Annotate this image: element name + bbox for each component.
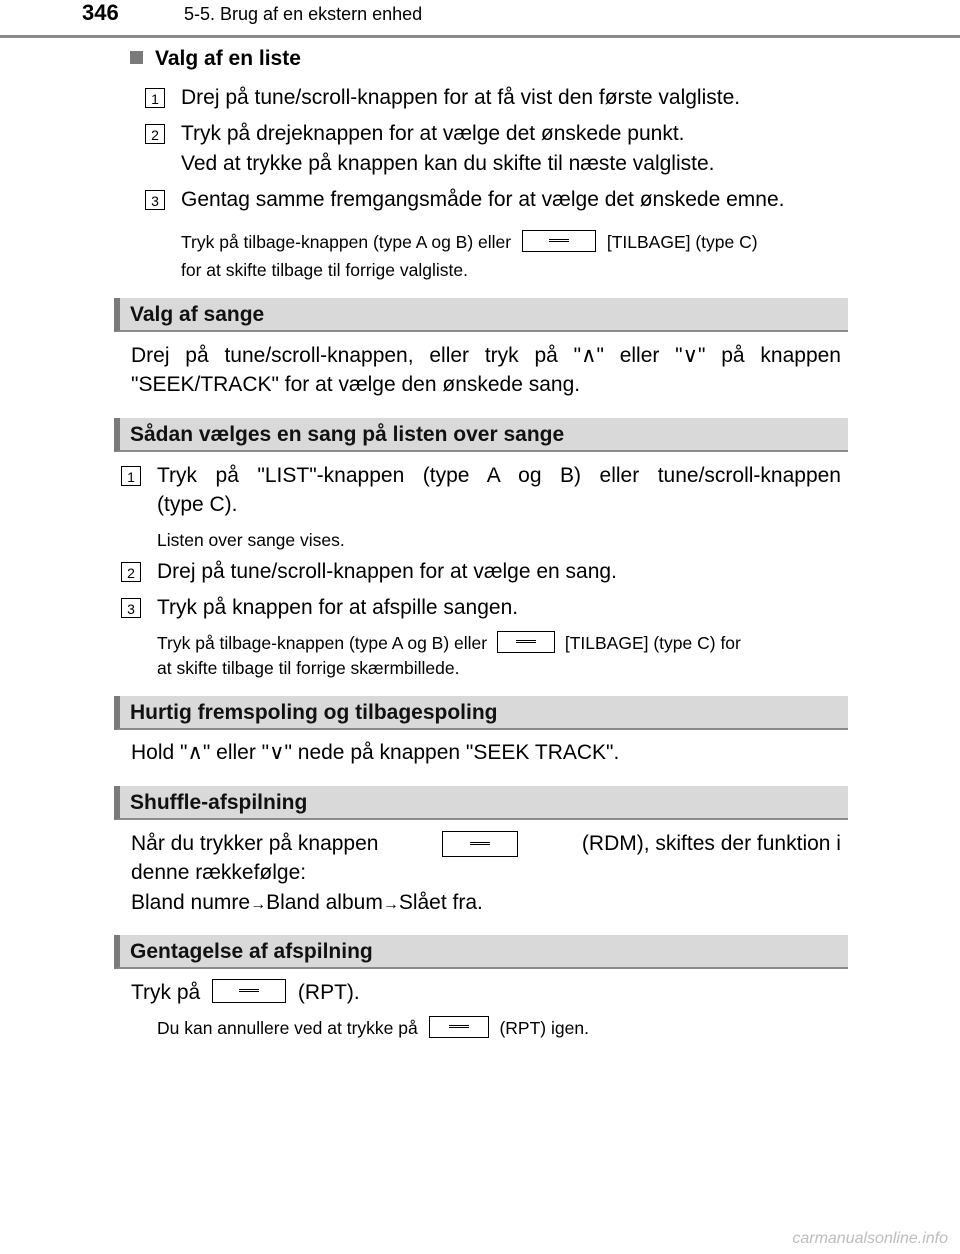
shuffle-text-a: Når du trykker på knappen (131, 832, 379, 855)
repeat-text-b: (RPT). (297, 981, 360, 1004)
repeat-note-a: Du kan annullere ved at trykke på (157, 1018, 418, 1038)
repeat-text-a: Tryk på (131, 981, 201, 1004)
song-list-step-2-text: Drej på tune/scroll-knappen for at vælge en sang. (157, 560, 617, 583)
shuffle-sequence (131, 888, 483, 920)
arrow-right-icon: → (382, 896, 399, 913)
rdm-button-icon (442, 831, 518, 857)
rpt-button-icon (212, 979, 286, 1003)
arrow-right-icon: → (250, 896, 267, 913)
song-select-line-2: "SEEK/TRACK" for at vælge den ønskede sang. (131, 373, 581, 396)
shuffle-line-2: denne rækkefølge: (131, 861, 307, 884)
header-divider (0, 35, 960, 38)
square-bullet-icon (130, 51, 143, 64)
rpt-button-icon (429, 1016, 489, 1038)
section-title: Gentagelse af afspilning (130, 940, 373, 963)
song-list-note-text-2: [TILBAGE] (type C) for (564, 633, 741, 653)
step-number: 1 (145, 88, 165, 108)
section-title: Hurtig fremspoling og tilbagespoling (130, 701, 498, 724)
song-list-note-text: Tryk på tilbage-knappen (type A og B) eller (157, 633, 488, 653)
song-list-step-3-text: Tryk på knappen for at afspille sangen. (157, 596, 519, 619)
list-step-2-text-cont: Ved at trykke på knappen kan du skifte til næste valgliste. (181, 152, 715, 175)
repeat-note-b: (RPT) igen. (499, 1018, 589, 1038)
step-number: 3 (145, 190, 165, 210)
page-number: 346 (82, 0, 119, 25)
step-number: 2 (121, 562, 141, 582)
shuffle-seq-2: Bland album (266, 891, 383, 914)
step-number: 3 (121, 598, 141, 618)
section-song-select (114, 298, 848, 332)
list-note-text: Tryk på tilbage-knappen (type A og B) eller (181, 232, 512, 252)
list-step-3-text: Gentag samme fremgangsmåde for at vælge det ønskede emne. (181, 188, 785, 211)
shuffle-text-b: (RDM), skiftes der funktion i (581, 832, 841, 855)
section-song-list (114, 418, 848, 452)
song-select-line-1: Drej på tune/scroll-knappen, eller tryk på "∧" eller "∨" på knappen (131, 344, 841, 367)
step-number: 2 (145, 124, 165, 144)
section-repeat (114, 935, 848, 969)
back-button-icon (497, 631, 555, 653)
shuffle-seq-3: Slået fra. (398, 891, 483, 914)
fast-forward-text: Hold "∧" eller "∨" nede på knappen "SEEK TRACK". (131, 741, 620, 764)
section-title: Shuffle-afspilning (130, 791, 308, 814)
list-step-2-text: Tryk på drejeknappen for at vælge det ønskede punkt. (181, 122, 685, 145)
list-step-1-text: Drej på tune/scroll-knappen for at få vist den første valgliste. (181, 86, 741, 109)
shuffle-seq-1: Bland numre (131, 891, 251, 914)
list-select-heading (130, 47, 301, 71)
list-note-line-1 (181, 229, 843, 255)
page-header (0, 0, 960, 40)
step-number: 1 (121, 466, 141, 486)
list-select-heading-text: Valg af en liste (155, 47, 301, 70)
watermark: carmanualsonline.info (792, 1230, 948, 1247)
repeat-text (131, 978, 360, 1008)
chapter-title: 5-5. Brug af en ekstern enhed (184, 4, 423, 24)
list-note-line-2: for at skifte tilbage til forrige valgliste. (181, 260, 468, 280)
song-list-note-line-2: at skifte tilbage til forrige skærmbillede. (157, 658, 460, 678)
back-button-icon (522, 230, 596, 252)
section-fast-forward (114, 696, 848, 730)
list-note-text-2: [TILBAGE] (type C) (606, 232, 758, 252)
repeat-note (157, 1015, 589, 1041)
song-list-step-1-note: Listen over sange vises. (157, 530, 345, 550)
song-list-note-line-1 (157, 630, 843, 656)
song-list-step-1-text: Tryk på "LIST"-knappen (type A og B) eller tune/scroll-knappen (157, 464, 841, 487)
section-title: Sådan vælges en sang på listen over sange (130, 423, 565, 446)
section-shuffle (114, 786, 848, 820)
shuffle-line-1 (131, 829, 841, 859)
song-list-step-1-text-cont: (type C). (157, 493, 238, 516)
section-title: Valg af sange (130, 303, 265, 326)
